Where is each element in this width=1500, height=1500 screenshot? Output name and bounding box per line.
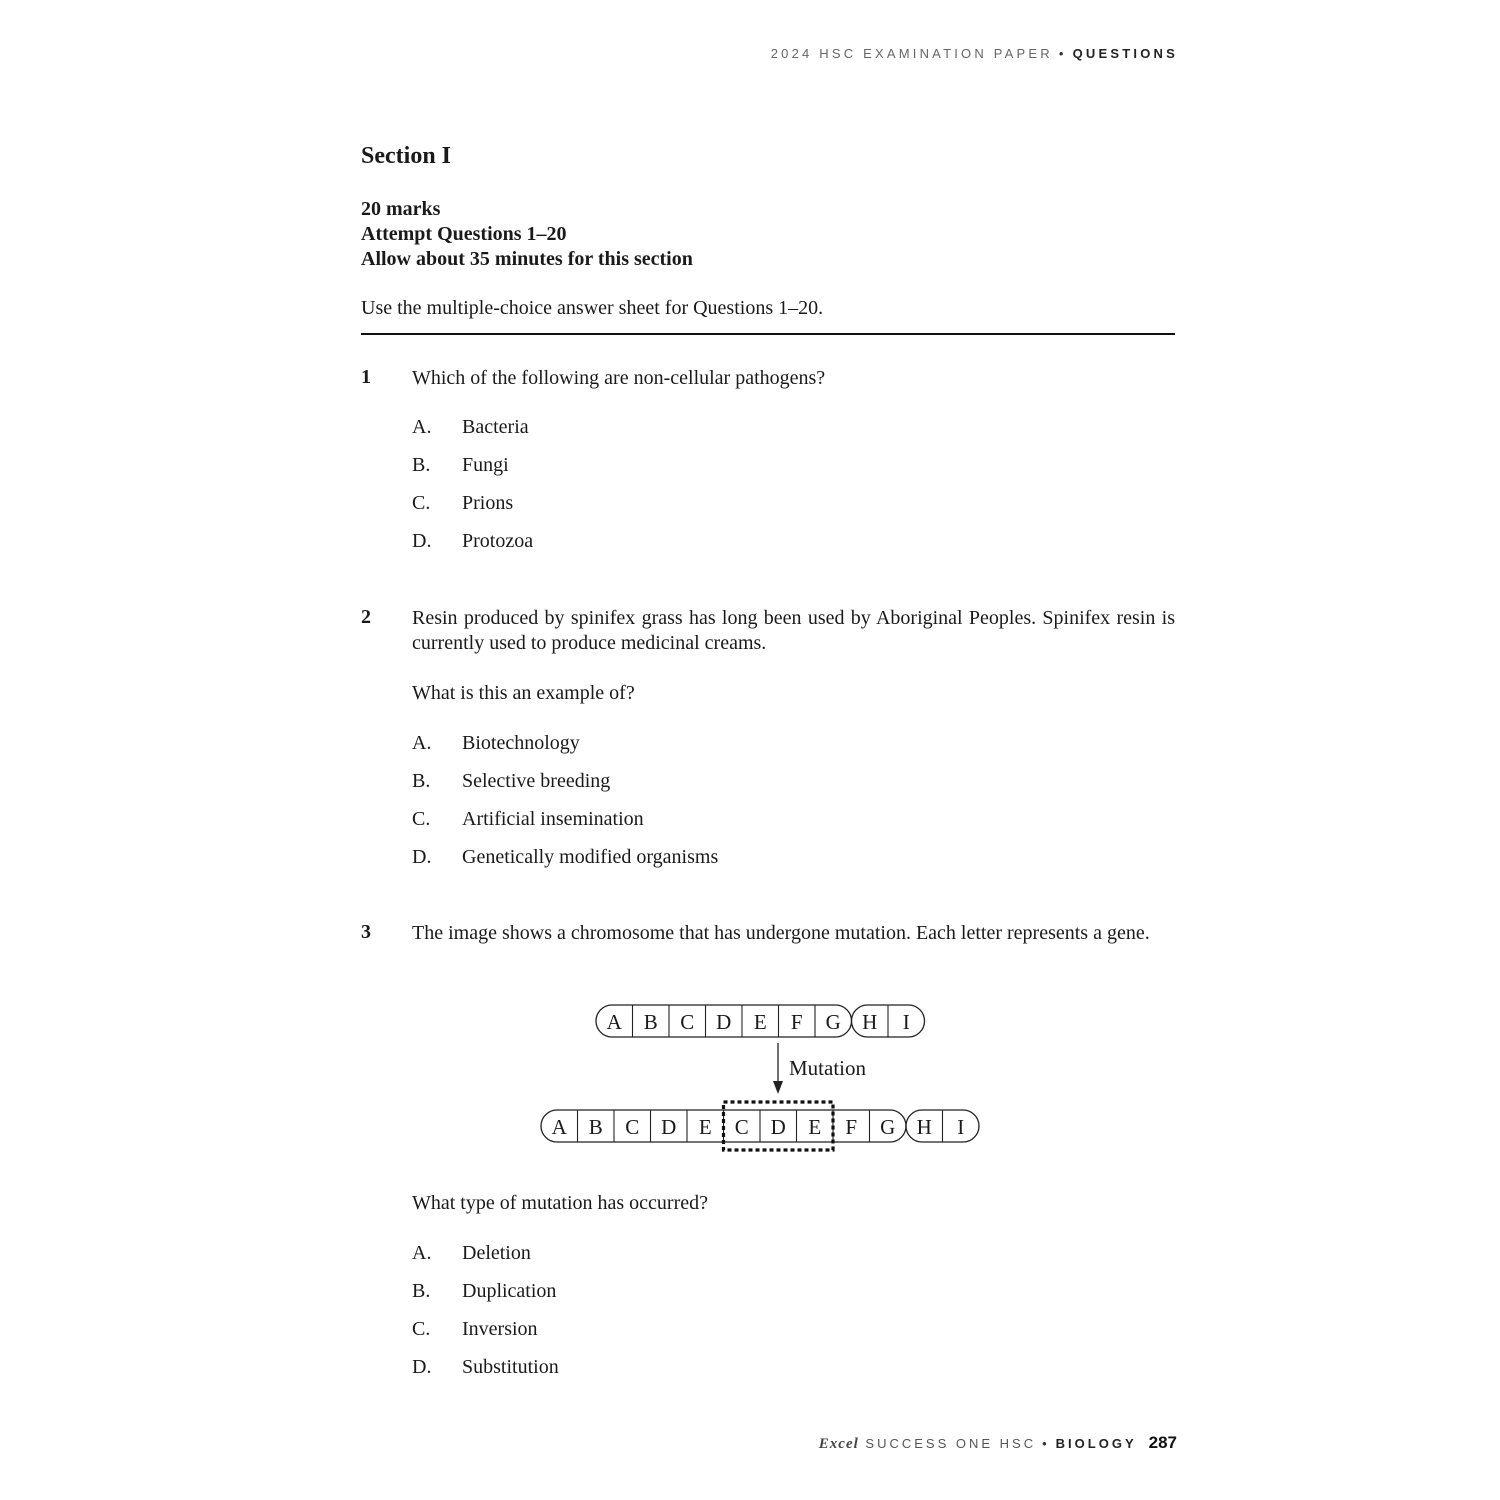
question-1-option-d: Protozoa — [462, 530, 534, 552]
mutation-arrow-head — [773, 1081, 783, 1094]
footer-brand: Excel — [818, 1436, 859, 1452]
question-3-option-d-letter: D. — [412, 1356, 432, 1378]
question-1-option-d-letter: D. — [412, 530, 432, 552]
original-chromosome-gene-f: F — [790, 1010, 803, 1034]
chromosome-mutation-diagram — [530, 995, 990, 1160]
footer-bullet: • — [1042, 1436, 1050, 1451]
original-chromosome-gene-c: C — [680, 1010, 695, 1034]
mutated-chromosome-gene-e: E — [698, 1115, 712, 1139]
question-2-option-b: Selective breeding — [462, 770, 611, 792]
section-allow: Allow about 35 minutes for this section — [361, 248, 693, 270]
section-attempt: Attempt Questions 1–20 — [361, 223, 567, 245]
question-1-option-b: Fungi — [462, 454, 509, 476]
question-1-option-c: Prions — [462, 492, 514, 514]
header-title: 2024 HSC EXAMINATION PAPER — [770, 46, 1053, 61]
question-1-option-a: Bacteria — [462, 416, 529, 438]
question-2-text: Resin produced by spinifex grass has long been used by Aboriginal Peoples. Spinifex resin is currently used to produce medicinal creams. — [412, 607, 1175, 654]
question-2-prompt: What is this an example of? — [412, 682, 635, 704]
section-title: Section I — [361, 143, 451, 169]
section-instruction: Use the multiple-choice answer sheet for Questions 1–20. — [361, 297, 824, 319]
running-footer — [819, 1433, 1177, 1453]
footer-subject: BIOLOGY — [1055, 1436, 1137, 1451]
question-2-option-c: Artificial insemination — [462, 808, 644, 830]
mutated-chromosome-gene-e: E — [808, 1115, 822, 1139]
question-3-option-a: Deletion — [462, 1242, 531, 1264]
question-1-option-b-letter: B. — [412, 454, 431, 476]
original-chromosome-gene-h: H — [862, 1010, 878, 1034]
mutated-chromosome-gene-d: D — [770, 1115, 786, 1139]
section-divider — [361, 333, 1175, 335]
mutated-chromosome-gene-i: I — [957, 1115, 965, 1139]
question-2-option-a-letter: A. — [412, 732, 432, 754]
question-1-number: 1 — [361, 366, 371, 388]
question-3-option-b: Duplication — [462, 1280, 557, 1302]
header-section: QUESTIONS — [1072, 46, 1178, 61]
question-2-option-d: Genetically modified organisms — [462, 846, 719, 868]
mutated-chromosome-gene-a: A — [551, 1115, 567, 1139]
mutated-chromosome-gene-b: B — [588, 1115, 603, 1139]
running-header — [771, 46, 1178, 61]
mutated-chromosome-gene-f: F — [845, 1115, 858, 1139]
question-3-option-c-letter: C. — [412, 1318, 431, 1340]
section-marks: 20 marks — [361, 198, 441, 220]
section-info — [361, 197, 693, 272]
original-chromosome-gene-a: A — [606, 1010, 622, 1034]
mutated-chromosome-gene-c: C — [625, 1115, 640, 1139]
question-3-prompt: What type of mutation has occurred? — [412, 1192, 708, 1214]
header-bullet: • — [1058, 46, 1067, 61]
question-2-option-a: Biotechnology — [462, 732, 580, 754]
mutated-chromosome-gene-h: H — [916, 1115, 932, 1139]
question-1-option-a-letter: A. — [412, 416, 432, 438]
question-3-option-d: Substitution — [462, 1356, 559, 1378]
original-chromosome-gene-g: G — [825, 1010, 841, 1034]
page-number: 287 — [1148, 1433, 1177, 1452]
question-3-option-a-letter: A. — [412, 1242, 432, 1264]
question-2-option-c-letter: C. — [412, 808, 431, 830]
question-3-option-b-letter: B. — [412, 1280, 431, 1302]
question-2-number: 2 — [361, 606, 371, 628]
footer-series: SUCCESS ONE HSC — [865, 1436, 1037, 1451]
question-2-option-d-letter: D. — [412, 846, 432, 868]
question-3-option-c: Inversion — [462, 1318, 538, 1340]
question-2-option-b-letter: B. — [412, 770, 431, 792]
mutated-chromosome-gene-d: D — [661, 1115, 677, 1139]
mutated-chromosome-gene-c: C — [734, 1115, 749, 1139]
mutation-label: Mutation — [789, 1056, 866, 1080]
mutated-chromosome-gene-g: G — [880, 1115, 896, 1139]
question-1-option-c-letter: C. — [412, 492, 431, 514]
question-1-text: Which of the following are non-cellular pathogens? — [412, 367, 826, 389]
original-chromosome-gene-e: E — [753, 1010, 767, 1034]
question-3-number: 3 — [361, 921, 371, 943]
original-chromosome-gene-d: D — [716, 1010, 732, 1034]
original-chromosome-gene-b: B — [643, 1010, 658, 1034]
original-chromosome-gene-i: I — [902, 1010, 910, 1034]
question-3-text: The image shows a chromosome that has undergone mutation. Each letter represents a gene. — [412, 922, 1150, 944]
